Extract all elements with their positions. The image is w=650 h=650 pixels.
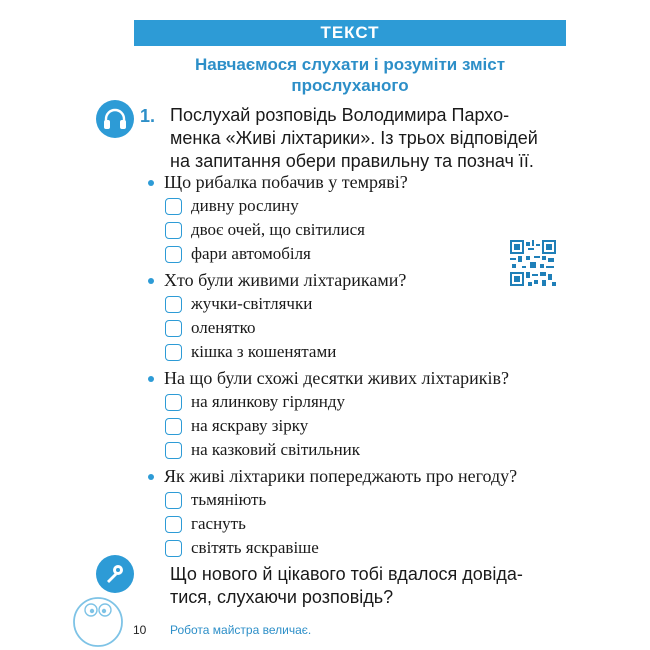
checkbox[interactable] (165, 344, 182, 361)
subtitle-line-2: прослуханого (291, 76, 409, 95)
option-checkbox[interactable] (165, 392, 345, 412)
option-label: світять яскравіше (191, 538, 319, 557)
lesson-subtitle (134, 54, 566, 96)
option-checkbox[interactable] (165, 538, 319, 558)
question-3 (148, 368, 509, 389)
headphones-icon (96, 100, 134, 138)
final-question (170, 563, 562, 609)
page-number: 10 (133, 623, 147, 637)
checkbox[interactable] (165, 442, 182, 459)
microphone-icon (96, 555, 134, 593)
checkbox[interactable] (165, 296, 182, 313)
option-checkbox[interactable] (165, 440, 360, 460)
option-label: на ялинкову гірлянду (191, 392, 346, 411)
bullet-icon (148, 376, 154, 382)
section-header (134, 20, 566, 46)
bullet-icon (148, 278, 154, 284)
option-label: кішка з кошенятами (191, 342, 337, 361)
final-question-line-2: тися, слухаючи розповідь? (170, 587, 394, 607)
option-label: фари автомобіля (191, 244, 311, 263)
mascot-face-icon (70, 592, 126, 648)
question-text: На що були схожі десятки живих ліхтариків? (164, 368, 509, 388)
option-label: двоє очей, що світилися (191, 220, 365, 239)
task-line-2: менка «Живі ліхтарики». Із трьох відповідей (170, 128, 538, 148)
task-line-1: Послухай розповідь Володимира Пархо- (170, 105, 510, 125)
option-checkbox[interactable] (165, 294, 312, 314)
task-instructions (170, 104, 562, 173)
checkbox[interactable] (165, 320, 182, 337)
question-4 (148, 466, 517, 487)
task-number: 1. (140, 106, 156, 126)
subtitle-line-1: Навчаємося слухати і розуміти зміст (194, 55, 506, 74)
question-1 (148, 172, 408, 193)
checkbox[interactable] (165, 222, 182, 239)
checkbox[interactable] (165, 246, 182, 263)
option-label: жучки-світлячки (191, 294, 313, 313)
question-text: Як живі ліхтарики попереджають про негоду? (164, 466, 518, 486)
option-label: на яскраву зірку (191, 416, 309, 435)
option-label: дивну рослину (191, 196, 299, 215)
option-checkbox[interactable] (165, 416, 308, 436)
option-label: тьмяніють (191, 490, 267, 509)
option-checkbox[interactable] (165, 514, 246, 534)
question-text: Що рибалка побачив у темряві? (164, 172, 408, 192)
section-title: ТЕКСТ (320, 23, 380, 42)
checkbox[interactable] (165, 418, 182, 435)
option-label: оленятко (191, 318, 256, 337)
option-checkbox[interactable] (165, 220, 365, 240)
final-question-line-1: Що нового й цікавого тобі вдалося довіда- (170, 564, 523, 584)
checkbox[interactable] (165, 394, 182, 411)
option-label: на казковий світильник (191, 440, 361, 459)
option-checkbox[interactable] (165, 342, 336, 362)
option-label: гаснуть (191, 514, 246, 533)
bullet-icon (148, 474, 154, 480)
bullet-icon (148, 180, 154, 186)
checkbox[interactable] (165, 540, 182, 557)
checkbox[interactable] (165, 516, 182, 533)
qr-code-icon[interactable] (510, 240, 556, 286)
option-checkbox[interactable] (165, 244, 311, 264)
option-checkbox[interactable] (165, 196, 299, 216)
question-text: Хто були живими ліхтариками? (164, 270, 407, 290)
task-line-3: на запитання обери правильну та познач її. (170, 151, 534, 171)
option-checkbox[interactable] (165, 318, 256, 338)
checkbox[interactable] (165, 492, 182, 509)
checkbox[interactable] (165, 198, 182, 215)
question-2 (148, 270, 406, 291)
footer-motto: Робота майстра величає. (170, 623, 312, 637)
option-checkbox[interactable] (165, 490, 266, 510)
